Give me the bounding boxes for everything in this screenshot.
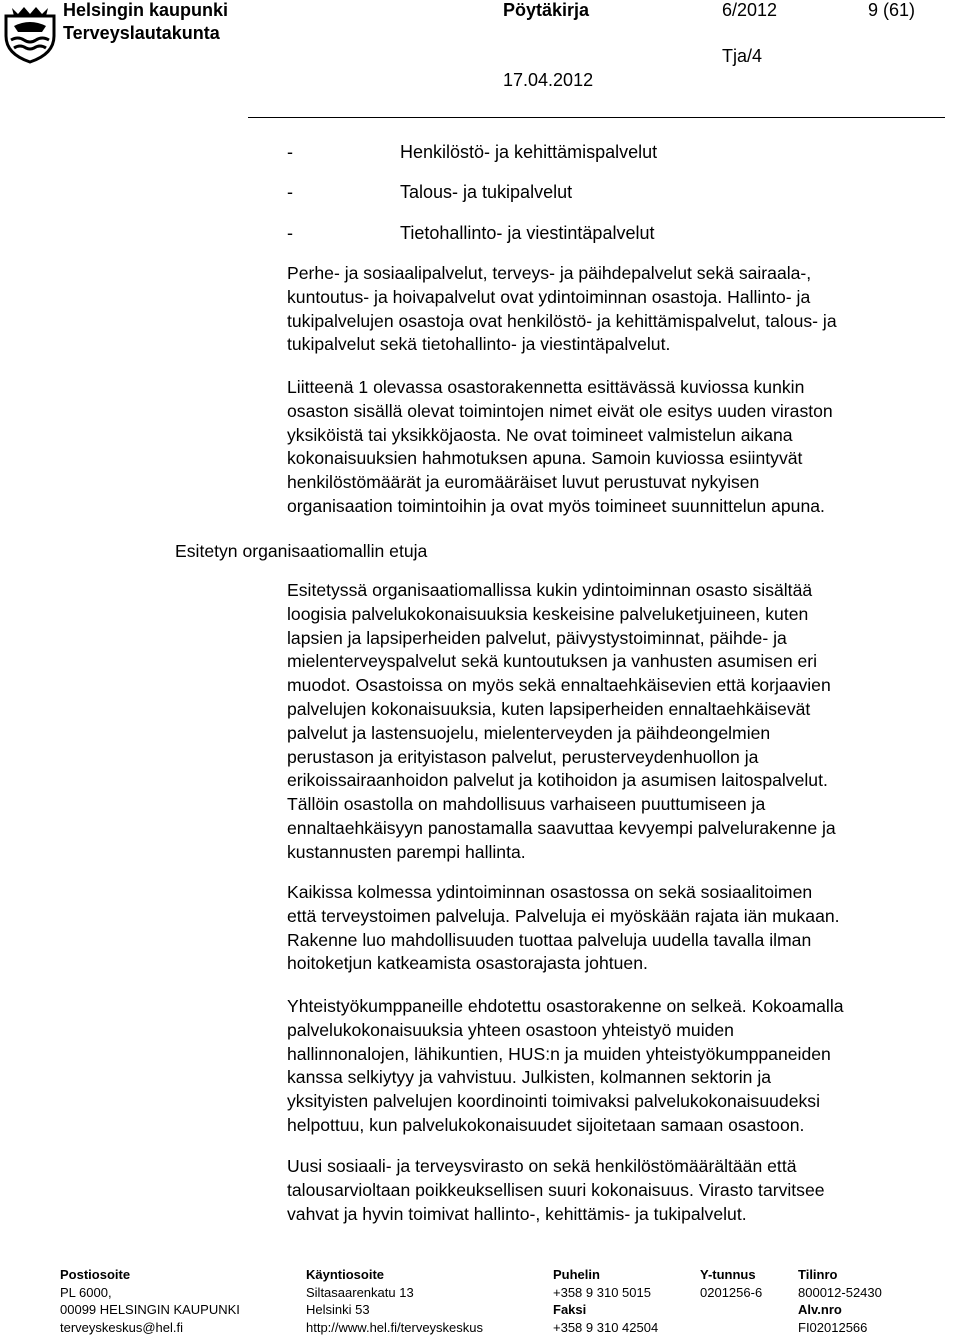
text-line: loogisia palvelukokonaisuuksia keskeisine palveluketjuineen, kuten [287,603,947,627]
text-line: ennaltaehkäisyyn panostamalla saavuttaa kevyempi palvelurakenne ja [287,817,947,841]
header-divider [248,117,945,118]
paragraph [287,1155,947,1226]
text-line: kustannusten parempi hallinta. [287,841,947,865]
footer-label: Käyntiosoite [306,1266,483,1284]
text-line: osaston sisällä olevat toimintojen nimet eivät ole esitys uuden viraston [287,400,947,424]
text-line: mielenterveyspalvelut sekä kuntoutuksen ja vanhusten asumisen eri [287,650,947,674]
text-line: helpottuu, kun palvelukokonaisuudet sijoitetaan samaan osastoon. [287,1114,947,1138]
meeting-date: 17.04.2012 [503,70,593,90]
paragraph [287,995,947,1138]
text-line: kuntoutus- ja hoivapalvelut ovat ydintoiminnan osastoja. Hallinto- ja [287,286,947,310]
text-line: Yhteistyökumppaneille ehdotettu osastorakenne on selkeä. Kokoamalla [287,995,947,1019]
text-line: tukipalvelut sekä tietohallinto- ja viestintäpalvelut. [287,333,947,357]
text-line: yksiköistä tai yksikköjaosta. Ne ovat toimineet valmistelun aikana [287,424,947,448]
text-line: Kaikissa kolmessa ydintoiminnan osastossa on sekä sosiaalitoimen [287,881,947,905]
document-number: 6/2012 [722,0,777,20]
footer-label: Puhelin [553,1266,658,1284]
text-line: erikoissairaanhoidon palvelut ja kotihoidon ja asumisen laitospalvelut. [287,769,947,793]
footer-value: 00099 HELSINGIN KAUPUNKI [60,1301,240,1319]
board-name: Terveyslautakunta [63,23,220,43]
helsinki-crest-logo [2,2,58,64]
dash-mark: - [287,181,293,203]
text-line: Uusi sosiaali- ja terveysvirasto on sekä henkilöstömäärältään että [287,1155,947,1179]
paragraph [287,579,947,865]
organization-name: Helsingin kaupunki [63,0,228,20]
footer-label: Postiosoite [60,1266,240,1284]
footer-label: Y-tunnus [700,1266,762,1284]
dash-mark: - [287,141,293,163]
footer-value: +358 9 310 5015 [553,1284,658,1302]
footer-email-link[interactable]: terveyskeskus@hel.fi [60,1319,240,1336]
list-item-text: Henkilöstö- ja kehittämispalvelut [400,141,657,163]
footer-label: Faksi [553,1301,658,1319]
text-line: hoitoketjun katkeamista osastorajasta johtuen. [287,952,947,976]
text-line: kanssa selkiytyy ja vahvistuu. Julkisten, kolmannen sektorin ja [287,1066,947,1090]
text-line: Perhe- ja sosiaalipalvelut, terveys- ja päihdepalvelut sekä sairaala-, [287,262,947,286]
footer-label: Tilinro [798,1266,882,1284]
text-line: yksityisten palvelujen koordinointi toimivaksi palvelukokonaisuudeksi [287,1090,947,1114]
list-item-text: Talous- ja tukipalvelut [400,181,572,203]
text-line: Liitteenä 1 olevassa osastorakennetta esittävässä kuviossa kunkin [287,376,947,400]
side-heading: Esitetyn organisaatiomallin etuja [175,540,427,564]
text-line: henkilöstömäärät ja euromääräiset luvut perustuvat nykyisen [287,471,947,495]
page-number: 9 (61) [868,0,915,20]
section-code: Tja/4 [722,46,762,66]
paragraph [287,376,947,519]
document-type: Pöytäkirja [503,0,589,20]
footer-postal-address [60,1266,240,1336]
list-item-text: Tietohallinto- ja viestintäpalvelut [400,222,654,244]
text-line: vahvat ja hyvin toimivat hallinto-, kehittämis- ja tukipalvelut. [287,1203,947,1227]
text-line: Esitetyssä organisaatiomallissa kukin ydintoiminnan osasto sisältää [287,579,947,603]
text-line: palvelujen kokonaisuuksia, kuten lapsiperheiden ennaltaehkäisevät [287,698,947,722]
text-line: palvelut ja lastensuojelu, mielenterveyden ja päihdeongelmien [287,722,947,746]
footer-value: Siltasaarenkatu 13 [306,1284,483,1302]
footer-value: FI02012566 [798,1319,882,1336]
text-line: lapsien ja lapsiperheiden palvelut, päivystystoiminnat, päihde- ja [287,627,947,651]
footer-visiting-address [306,1266,483,1336]
text-line: kokonaisuuksien hahmotuksen apuna. Samoin kuviossa esiintyvät [287,447,947,471]
text-line: organisaation toimintoihin ja ovat myös toimineet suunnittelun apuna. [287,495,947,519]
footer-account [798,1266,882,1336]
text-line: tukipalvelujen osastoja ovat henkilöstö- ja kehittämispalvelut, talous- ja [287,310,947,334]
footer-value: PL 6000, [60,1284,240,1302]
dash-mark: - [287,222,293,244]
text-line: muodot. Osastoissa on myös sekä ennaltaehkäisevien että korjaavien [287,674,947,698]
footer-website-link[interactable]: http://www.hel.fi/terveyskeskus [306,1319,483,1336]
text-line: Rakenne luo mahdollisuuden tuottaa palveluja uudella tavalla ilman [287,929,947,953]
paragraph [287,262,947,357]
text-line: että terveystoimen palveluja. Palveluja ei myöskään rajata iän mukaan. [287,905,947,929]
footer-value: Helsinki 53 [306,1301,483,1319]
text-line: perustason ja erityistason palvelut, perusterveydenhuollon ja [287,746,947,770]
footer-value: 0201256-6 [700,1284,762,1302]
text-line: hallinnonalojen, lähikuntien, HUS:n ja muiden yhteistyökumppaneiden [287,1043,947,1067]
footer-business-id [700,1266,762,1301]
footer-label: Alv.nro [798,1301,882,1319]
text-line: talousarvioltaan poikkeuksellisen suuri kokonaisuus. Virasto tarvitsee [287,1179,947,1203]
paragraph [287,881,947,976]
footer-value: +358 9 310 42504 [553,1319,658,1336]
footer-phone [553,1266,658,1336]
text-line: palvelukokonaisuuksia yhteen osastoon yhteistyö muiden [287,1019,947,1043]
text-line: Tällöin osastolla on mahdollisuus varhaiseen puuttumiseen ja [287,793,947,817]
footer-value: 800012-52430 [798,1284,882,1302]
